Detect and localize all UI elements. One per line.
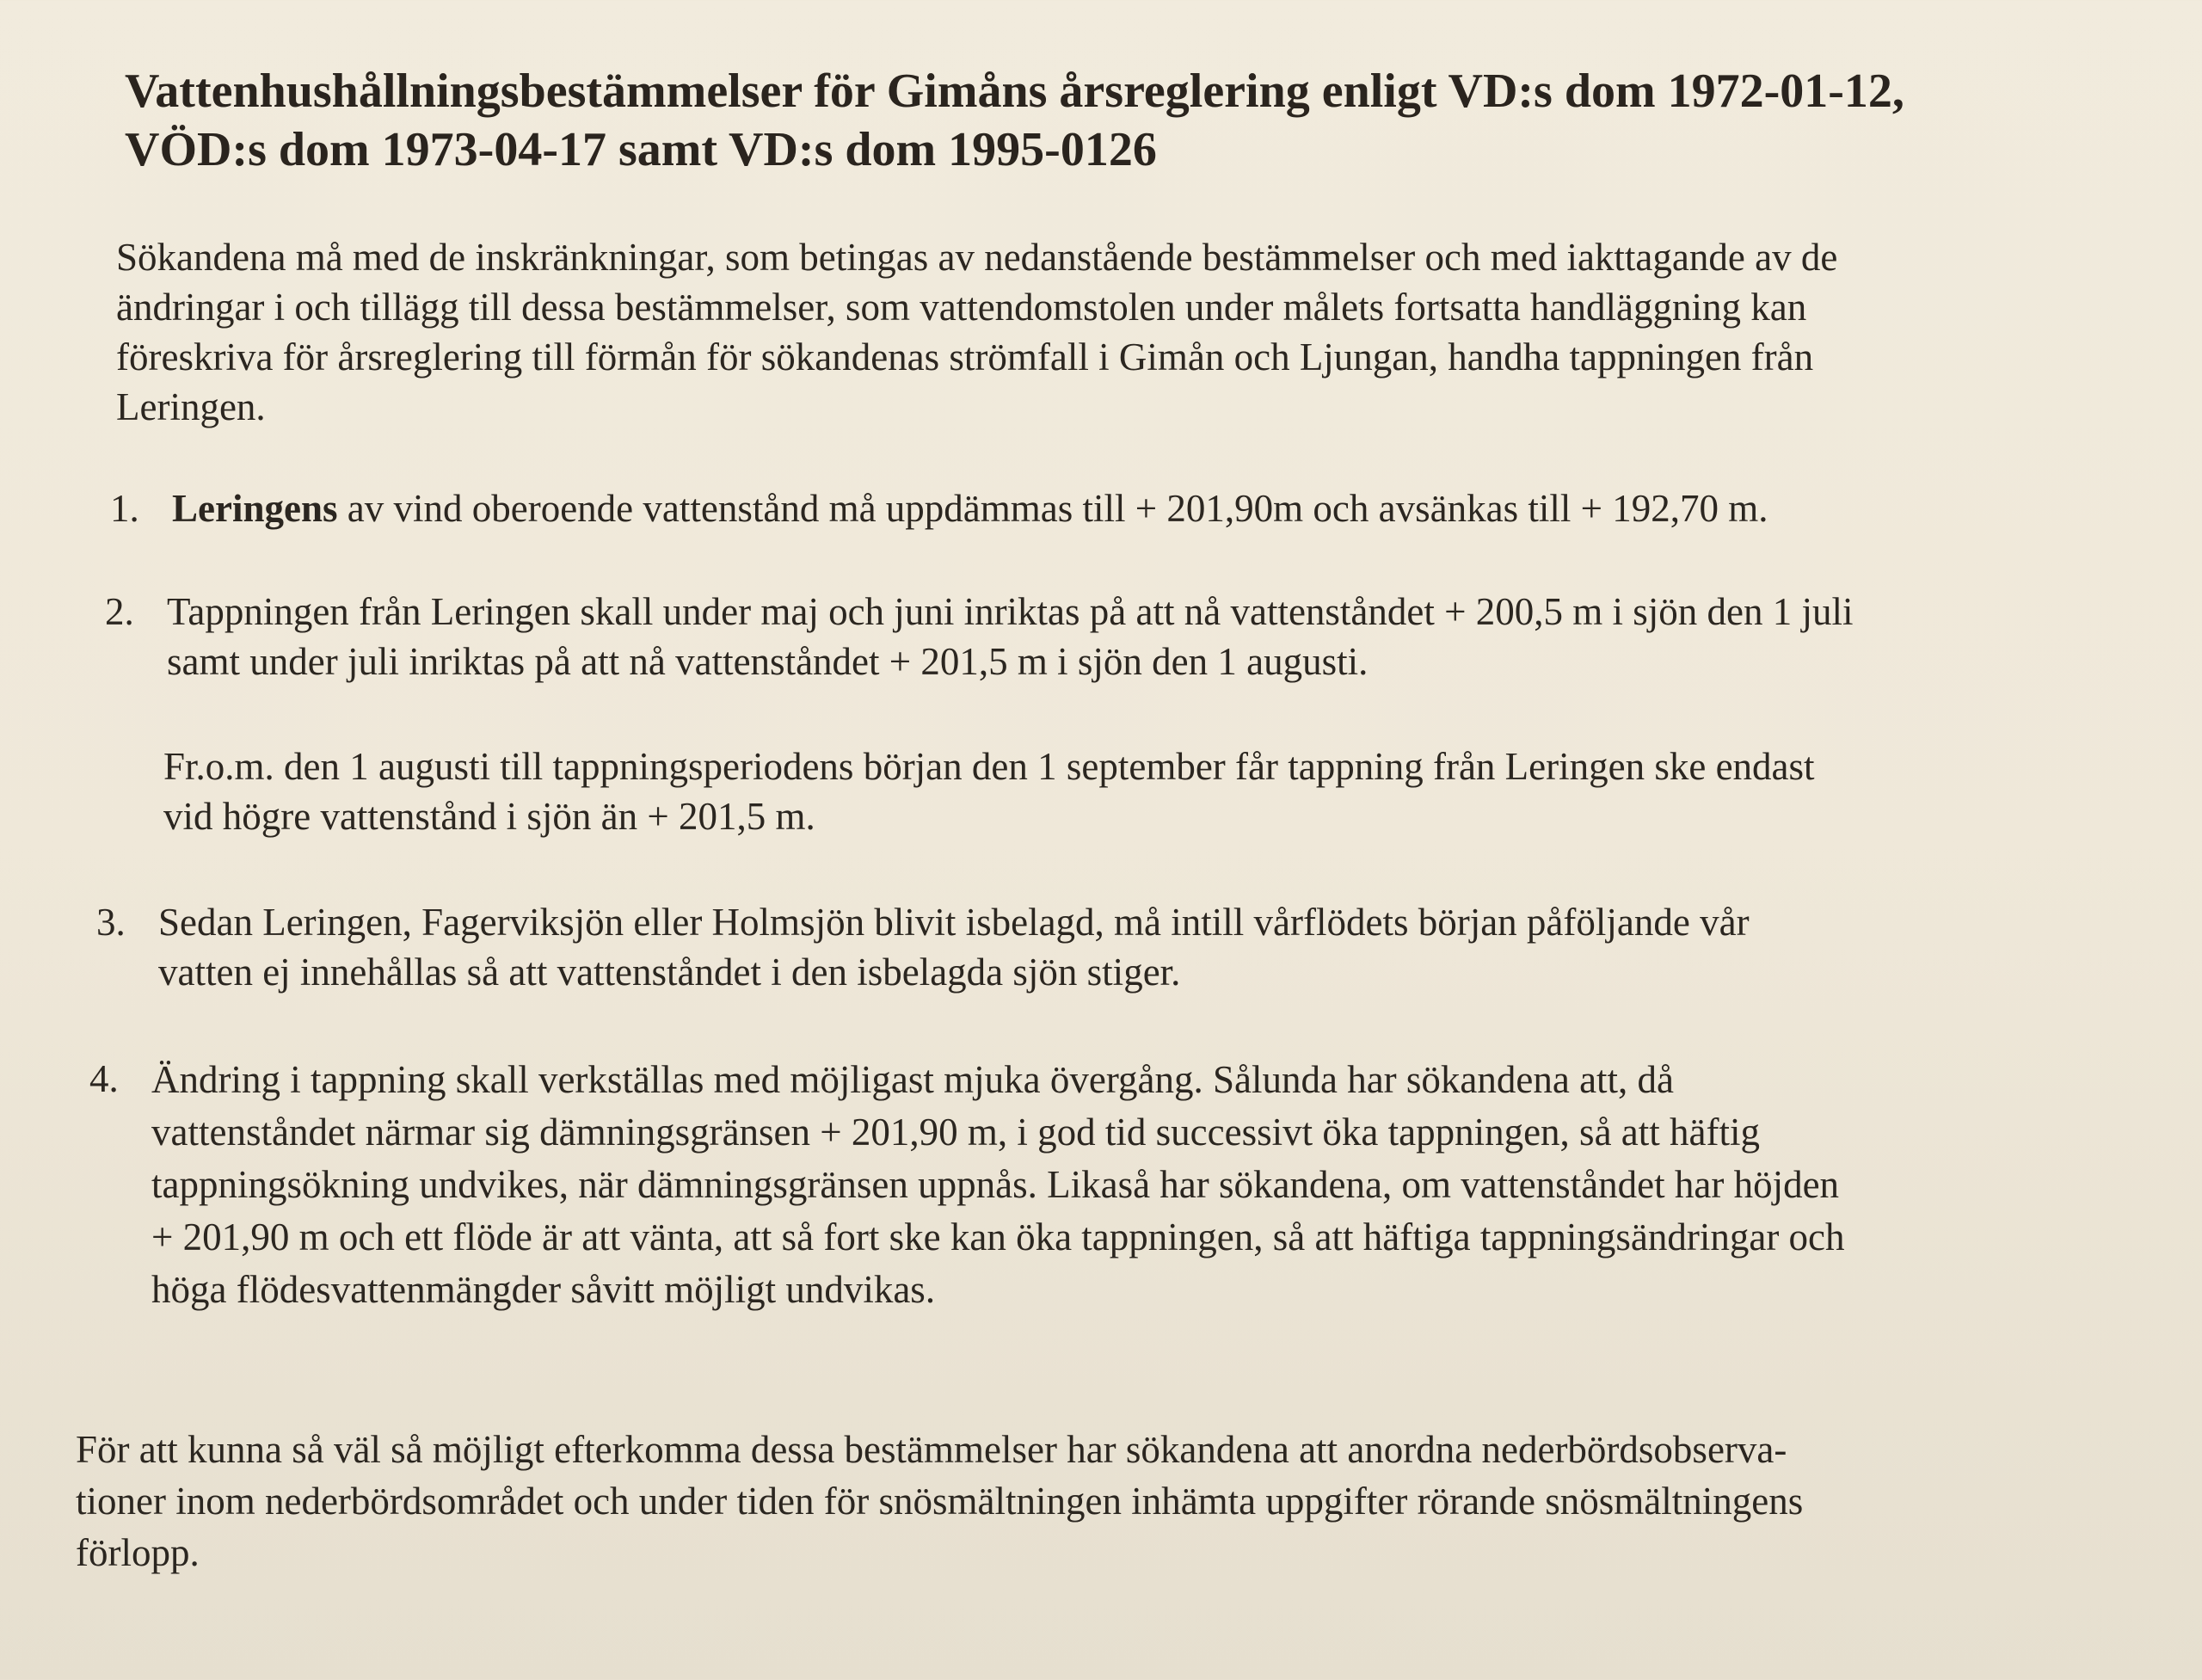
intro-line: föreskriva för årsreglering till förmån för sökandenas strömfall i Gimån och Ljungan, handha tappningen från	[116, 335, 1814, 378]
item-number: 2.	[105, 590, 134, 633]
item-line-text: av vind oberoende vattenstånd må uppdämmas till + 201,90m och avsänkas till + 192,70 m.	[337, 487, 1768, 530]
intro-line: Leringen.	[116, 385, 266, 428]
document-title	[125, 62, 2137, 179]
item-body	[151, 1054, 2199, 1316]
sub-line: Fr.o.m. den 1 augusti till tappningsperiodens början den 1 september får tappning från Leringen ske endast	[163, 745, 1815, 788]
closing-paragraph	[76, 1424, 2140, 1578]
item-line: Sedan Leringen, Fagerviksjön eller Holmsjön blivit isbelagd, må intill vårflödets början påföljande vår	[158, 901, 1750, 944]
item-line: vattenståndet närmar sig dämningsgränsen + 201,90 m, i god tid successivt öka tappningen, så att häftig	[151, 1111, 1760, 1154]
intro-line: Sökandena må med de inskränkningar, som betingas av nedanstående bestämmelser och med iakttagande av de	[116, 236, 1838, 279]
closing-line: tioner inom nederbördsområdet och under tiden för snösmältningen inhämta uppgifter rörande snösmältningens	[76, 1480, 1804, 1523]
item-line: Ändring i tappning skall verkställas med möjligast mjuka övergång. Sålunda har sökandena att, då	[151, 1058, 1675, 1101]
item-line: Tappningen från Leringen skall under maj och juni inriktas på att nå vattenståndet + 200,5 m i sjön den 1 juli	[167, 590, 1854, 633]
item-number: 1.	[110, 487, 139, 530]
intro-line: ändringar i och tillägg till dessa bestämmelser, som vattendomstolen under målets fortsatta handläggning kan	[116, 286, 1807, 329]
item-line: + 201,90 m och ett flöde är att vänta, att så fort ske kan öka tappningen, så att häftiga tappningsändringar och	[151, 1215, 1845, 1258]
item-line: vatten ej innehållas så att vattenståndet i den isbelagda sjön stiger.	[158, 951, 1181, 994]
item-line: samt under juli inriktas på att nå vattenståndet + 201,5 m i sjön den 1 augusti.	[167, 640, 1369, 683]
item-number: 4.	[89, 1057, 119, 1100]
item-line: tappningsökning undvikes, när dämningsgränsen uppnås. Likaså har sökandena, om vattenståndet har höjden	[151, 1163, 1840, 1206]
title-line-1: Vattenhushållningsbestämmelser för Gimåns årsreglering enligt VD:s dom 1972-01-12,	[125, 65, 1904, 118]
item-number: 3.	[96, 901, 126, 944]
sub-line: vid högre vattenstånd i sjön än + 201,5 m.	[163, 795, 815, 838]
item-2-sub-paragraph	[163, 742, 1815, 841]
closing-line: förlopp.	[76, 1531, 200, 1574]
item-body	[172, 483, 2202, 533]
item-line: höga flödesvattenmängder såvitt möjligt undvikas.	[151, 1268, 936, 1311]
item-body	[158, 897, 2202, 997]
item-body	[167, 587, 2202, 686]
intro-paragraph	[116, 232, 2146, 432]
closing-line: För att kunna så väl så möjligt efterkomma dessa bestämmelser har sökandena att anordna nederbördsobserva-	[76, 1428, 1787, 1471]
title-line-2: VÖD:s dom 1973-04-17 samt VD:s dom 1995-0126	[125, 123, 1157, 176]
item-lead: Leringens	[172, 487, 338, 530]
item-line	[172, 483, 2202, 533]
